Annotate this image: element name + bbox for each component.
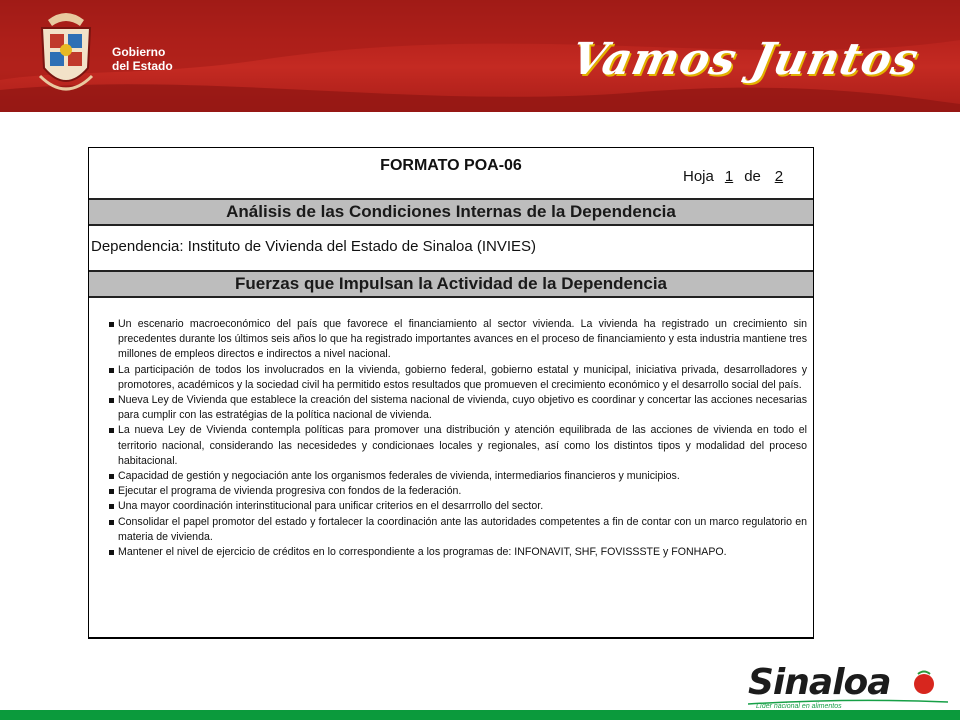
slogan: Vamos Juntos [566, 34, 924, 85]
sheet-indicator [683, 168, 783, 185]
list-item: La nueva Ley de Vivienda contempla políticas para promover una distribución y atención equilibrada de las acciones de vivienda en todo el territorio nacional, considerando las necesidedes y condicionaes locales y regionales, así como los distintos tipos y modalidad del proceso habitacional. [113, 423, 807, 469]
section-driving-forces-header: Fuerzas que Impulsan la Actividad de la Dependencia [89, 270, 813, 298]
sheet-of-label: de [744, 168, 761, 185]
sheet-label: Hoja [683, 168, 714, 185]
government-line-2: del Estado [112, 59, 173, 73]
sheet-total: 2 [774, 168, 784, 185]
section-internal-analysis-header: Análisis de las Condiciones Internas de la Dependencia [89, 198, 813, 226]
dependency-label: Dependencia: [91, 238, 184, 255]
square-bullet-icon [109, 520, 114, 525]
square-bullet-icon [109, 428, 114, 433]
square-bullet-icon [109, 322, 114, 327]
square-bullet-icon [109, 474, 114, 479]
list-item: Una mayor coordinación interinstitucional para unificar criterios en el desarrrollo del sector. [113, 499, 807, 514]
driving-forces-list [113, 317, 807, 560]
header-banner [0, 0, 960, 112]
sheet-current: 1 [724, 168, 734, 185]
government-line-1: Gobierno [112, 45, 166, 59]
logo-wordmark: Sinaloa [748, 662, 891, 703]
list-item: Capacidad de gestión y negociación ante los organismos federales de vivienda, intermediarios financieros y municipios. [113, 469, 807, 484]
square-bullet-icon [109, 368, 114, 373]
list-item: Mantener el nivel de ejercicio de créditos en lo correspondiente a los programas de: INFONAVIT, SHF, FOVISSSTE y FONHAPO. [113, 545, 807, 560]
dependency-line [91, 238, 536, 255]
square-bullet-icon [109, 550, 114, 555]
form-top-rule [89, 147, 813, 148]
logo-tagline: Líder nacional en alimentos [756, 703, 842, 710]
footer-bar [0, 710, 960, 720]
list-item: Un escenario macroeconómico del país que favorece el financiamiento al sector vivienda. La vivienda ha registrado un crecimiento sin precedentes durante los últimos seis años lo que ha registrado importantes avances en el proceso de financiamiento y esta industria mantiene tres millones de empleos directos e indirectos a nivel nacional. [113, 317, 807, 363]
list-item: Consolidar el papel promotor del estado y fortalecer la coordinación ante las autoridades competentes a fin de contar con un marco regulatorio en materia de vivienda. [113, 515, 807, 545]
form-document [88, 147, 814, 639]
dependency-value: Instituto de Vivienda del Estado de Sinaloa (INVIES) [187, 238, 537, 255]
government-label [112, 45, 173, 73]
sinaloa-logo [748, 662, 948, 712]
state-coat-of-arms-icon [30, 6, 102, 102]
list-item: Nueva Ley de Vivienda que establece la creación del sistema nacional de vivienda, cuyo objetivo es coordinar y concertar las acciones necesarias para cumplir con las estratégias de la política nacional de vivienda. [113, 393, 807, 423]
square-bullet-icon [109, 489, 114, 494]
form-title: FORMATO POA-06 [380, 157, 522, 174]
list-item: La participación de todos los involucrados en la vivienda, gobierno federal, gobierno estatal y municipal, iniciativa privada, desarrolladores y promotores, académicos y la sociedad civil ha permitido estos resultados que promueven el crecimiento económico y el desarrollo social del país. [113, 363, 807, 393]
square-bullet-icon [109, 398, 114, 403]
square-bullet-icon [109, 504, 114, 509]
list-item: Ejecutar el programa de vivienda progresiva con fondos de la federación. [113, 484, 807, 499]
